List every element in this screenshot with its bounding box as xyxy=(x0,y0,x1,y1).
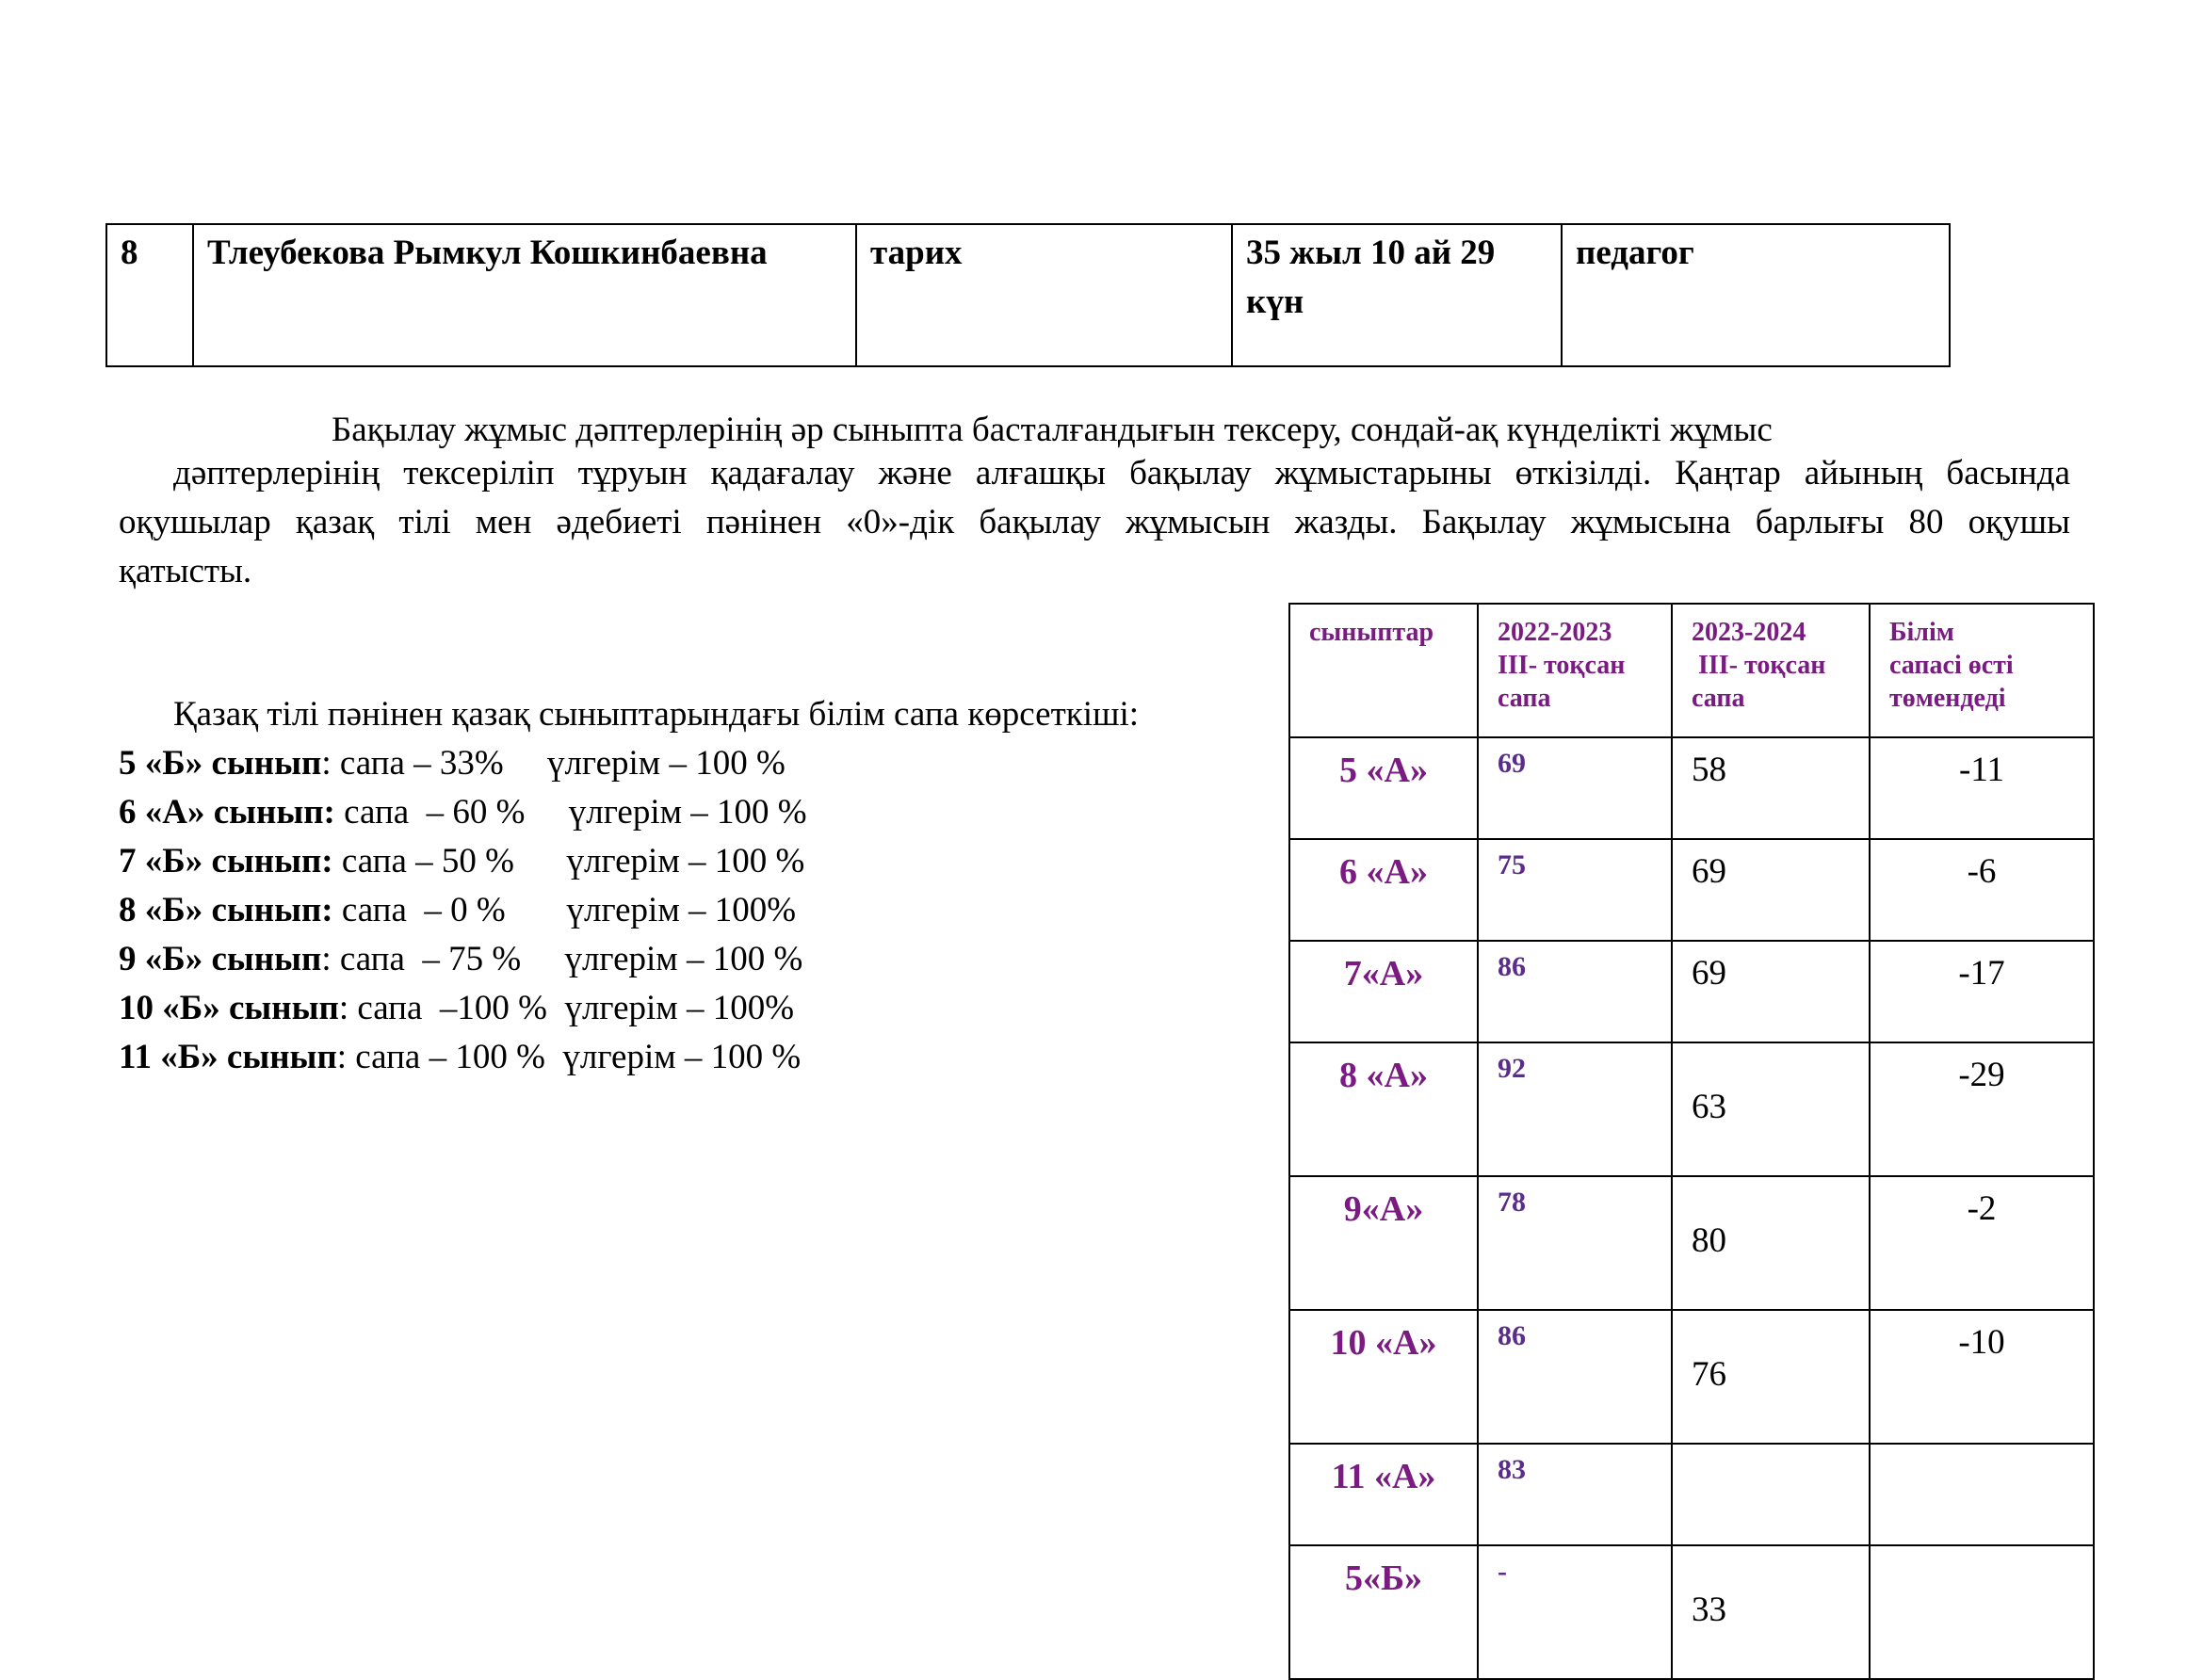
header-diff-2: сапасі өсті xyxy=(1889,651,2014,680)
row-class: 11 «А» xyxy=(1289,1444,1478,1545)
quality-class: 9 «Б» сынып xyxy=(119,940,322,978)
quality-values: : сапа – 33% үлгерім – 100 % xyxy=(321,744,786,783)
header-2023 xyxy=(1672,604,1870,737)
row-2022-value: 75 xyxy=(1478,839,1672,941)
row-2022-value: - xyxy=(1478,1545,1672,1679)
quality-values: сапа – 0 % үлгерім – 100% xyxy=(332,891,797,929)
staff-row xyxy=(106,224,1950,366)
header-2022-year: 2022-2023 xyxy=(1498,618,1612,647)
results-row xyxy=(1289,737,2094,839)
quality-row xyxy=(119,935,807,984)
row-2022-value: 83 xyxy=(1478,1444,1672,1545)
row-diff-value: -10 xyxy=(1870,1310,2094,1444)
results-row xyxy=(1289,1042,2094,1176)
row-class: 6 «А» xyxy=(1289,839,1478,941)
quality-class: 7 «Б» сынып: xyxy=(119,842,333,880)
paragraph-line-2-block xyxy=(173,449,2070,498)
quality-title: Қазақ тілі пәнінен қазақ сыныптарындағы білім сапа көрсеткіші: xyxy=(173,695,1140,734)
row-class: 8 «А» xyxy=(1289,1042,1478,1176)
header-2022-quality: сапа xyxy=(1498,684,1551,713)
row-class: 5 «А» xyxy=(1289,737,1478,839)
row-2022-value: 86 xyxy=(1478,1310,1672,1444)
row-diff-value xyxy=(1870,1545,2094,1679)
results-row xyxy=(1289,1176,2094,1310)
row-2023-value: 33 xyxy=(1672,1545,1870,1679)
row-diff-value: -17 xyxy=(1870,941,2094,1042)
quality-row xyxy=(119,739,807,788)
paragraph-line-2: дәптерлерінің тексеріліп тұруын қадағалау және алғашқы бақылау жұмыстарыны өткізілді. Қаңтар айының басында xyxy=(173,454,2070,493)
row-diff-value: -29 xyxy=(1870,1042,2094,1176)
results-header-row xyxy=(1289,604,2094,737)
quality-values: сапа – 60 % үлгерім – 100 % xyxy=(334,793,807,832)
staff-number: 8 xyxy=(106,224,193,366)
quality-row xyxy=(119,837,807,886)
row-class: 9«А» xyxy=(1289,1176,1478,1310)
row-2023-value: 63 xyxy=(1672,1042,1870,1176)
paragraph-line-3: оқушылар қазақ тілі мен әдебиеті пәнінен «0»-дік бақылау жұмысын жазды. Бақылау жұмысына барлығы 80 оқушы xyxy=(119,503,2070,541)
row-diff-value: -6 xyxy=(1870,839,2094,941)
paragraph-line-4: қатысты. xyxy=(119,552,252,590)
quality-class: 5 «Б» сынып xyxy=(119,744,322,783)
quality-list xyxy=(119,739,807,1082)
quality-class: 6 «А» сынып: xyxy=(119,793,335,832)
paragraph-body xyxy=(119,498,2070,596)
quality-row xyxy=(119,886,807,935)
row-class: 10 «А» xyxy=(1289,1310,1478,1444)
quality-class: 8 «Б» сынып: xyxy=(119,891,333,929)
paragraph-line-1: Бақылау жұмыс дәптерлерінің әр сыныпта басталғандығын тексеру, сондай-ақ күнделікті жұмыс xyxy=(332,411,1773,449)
row-diff-value: -11 xyxy=(1870,737,2094,839)
results-row xyxy=(1289,1310,2094,1444)
quality-values: : сапа – 100 % үлгерім – 100 % xyxy=(336,1038,802,1076)
row-class: 5«Б» xyxy=(1289,1545,1478,1679)
row-diff-value: -2 xyxy=(1870,1176,2094,1310)
header-2023-year: 2023-2024 xyxy=(1692,618,1806,647)
row-2022-value: 78 xyxy=(1478,1176,1672,1310)
header-2023-quality: сапа xyxy=(1692,684,1745,713)
row-2022-value: 92 xyxy=(1478,1042,1672,1176)
staff-experience: 35 жыл 10 ай 29 күн xyxy=(1232,224,1562,366)
row-2023-value: 58 xyxy=(1672,737,1870,839)
staff-category: педагог xyxy=(1562,224,1950,366)
quality-values: сапа – 50 % үлгерім – 100 % xyxy=(332,842,805,880)
row-2023-value: 69 xyxy=(1672,941,1870,1042)
row-2023-value: 69 xyxy=(1672,839,1870,941)
header-diff-1: Білім xyxy=(1889,618,1954,647)
row-class: 7«А» xyxy=(1289,941,1478,1042)
row-2023-value: 76 xyxy=(1672,1310,1870,1444)
staff-name: Тлеубекова Рымкул Кошкинбаевна xyxy=(193,224,856,366)
header-2022 xyxy=(1478,604,1672,737)
header-2023-term: ІІІ- тоқсан xyxy=(1692,651,1826,680)
row-2022-value: 69 xyxy=(1478,737,1672,839)
quality-row xyxy=(119,1033,807,1082)
staff-table xyxy=(105,223,1951,367)
results-row xyxy=(1289,941,2094,1042)
results-row xyxy=(1289,839,2094,941)
staff-subject: тарих xyxy=(856,224,1232,366)
quality-values: : сапа – 75 % үлгерім – 100 % xyxy=(321,940,803,978)
header-diff xyxy=(1870,604,2094,737)
quality-class: 11 «Б» сынып xyxy=(119,1038,337,1076)
quality-class: 10 «Б» сынып xyxy=(119,989,339,1027)
row-2023-value xyxy=(1672,1444,1870,1545)
results-table xyxy=(1288,603,2095,1680)
header-diff-3: төмендеді xyxy=(1889,684,2006,713)
quality-values: : сапа –100 % үлгерім – 100% xyxy=(338,989,795,1027)
header-2022-term: ІІІ- тоқсан xyxy=(1498,651,1626,680)
header-classes-label: сыныптар xyxy=(1309,618,1434,647)
header-classes xyxy=(1289,604,1478,737)
quality-row xyxy=(119,788,807,837)
results-row xyxy=(1289,1545,2094,1679)
quality-row xyxy=(119,984,807,1033)
results-row xyxy=(1289,1444,2094,1545)
row-diff-value xyxy=(1870,1444,2094,1545)
row-2022-value: 86 xyxy=(1478,941,1672,1042)
row-2023-value: 80 xyxy=(1672,1176,1870,1310)
